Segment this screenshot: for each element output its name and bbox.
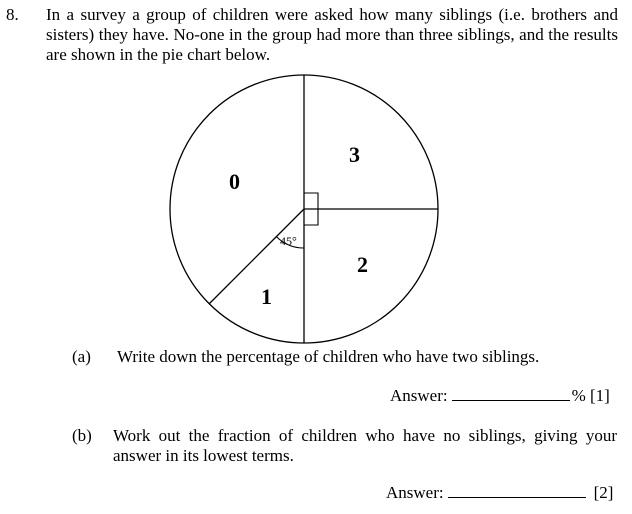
part-a-text: Write down the percentage of children who have two siblings. — [117, 347, 540, 366]
radius-lower-left — [209, 209, 304, 304]
angle-label: 45° — [280, 234, 297, 248]
part-b-marks: [2] — [593, 483, 614, 502]
right-angle-marker-lower — [304, 209, 318, 225]
part-a-label: (a) — [72, 347, 91, 366]
slice-label-0: 0 — [229, 169, 240, 194]
part-b-answer-row — [386, 482, 613, 503]
part-b-label: (b) — [72, 426, 92, 445]
part-b-text: Work out the fraction of children who have no siblings, giving your answer in its lowest terms. — [113, 426, 617, 465]
slice-label-1: 1 — [261, 284, 272, 309]
slice-label-3: 3 — [349, 142, 360, 167]
question-number: 8. — [6, 5, 19, 24]
part-a-answer-row — [390, 385, 610, 406]
part-b-answer-label: Answer: — [386, 483, 444, 502]
part-a-answer-field[interactable] — [452, 385, 570, 401]
part-a-answer-label: Answer: — [390, 386, 448, 405]
slice-label-2: 2 — [357, 252, 368, 277]
right-angle-marker — [304, 193, 318, 209]
question-intro: In a survey a group of children were asked how many siblings (i.e. brothers and sisters) they have. No-one in the group had more than three siblings, and the results are shown in the pie chart below. — [46, 5, 618, 64]
part-b-answer-field[interactable] — [448, 482, 586, 498]
part-a-suffix: % [1] — [571, 386, 610, 405]
